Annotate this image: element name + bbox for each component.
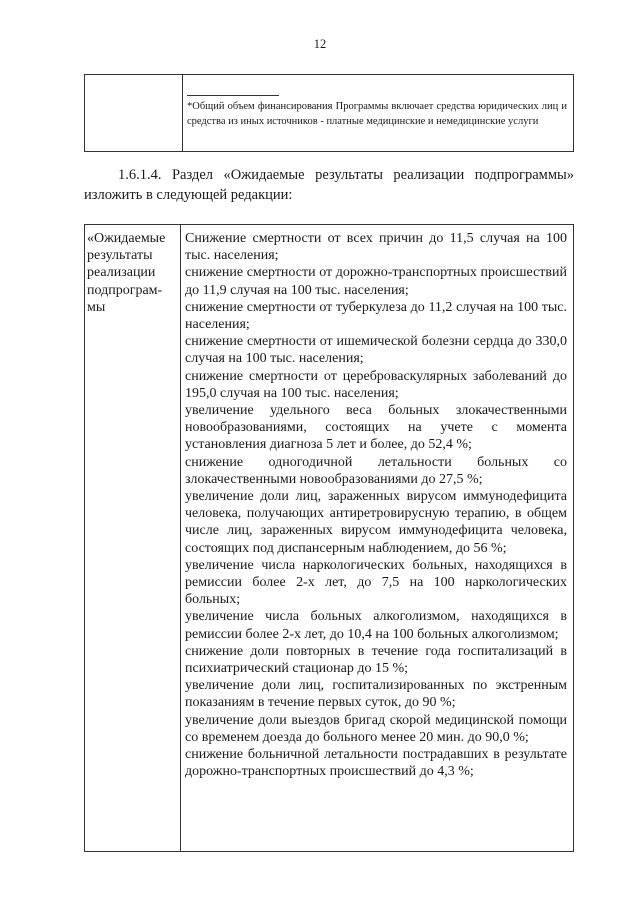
- footnote-table: [84, 74, 574, 152]
- result-item: снижение больничной летальности пострадавших в результате дорожно-транспортных происшествий до 4,3 %;: [185, 747, 567, 780]
- label-line: мы: [87, 299, 106, 315]
- footnote-table-right-cell: [183, 75, 573, 151]
- result-item: увеличение удельного веса больных злокачественными новообразованиями, состоящих на учете с момента установления диагноза 5 лет и более, до 52,4 %;: [185, 403, 567, 453]
- result-item: увеличение числа наркологических больных, находящихся в ремиссии более 2-х лет, до 7,5 на 100 наркологических больных;: [185, 557, 567, 608]
- result-item: снижение смертности от дорожно-транспортных происшествий до 11,9 случая на 100 тыс. населения;: [185, 265, 567, 298]
- result-item: увеличение доли выездов бригад скорой медицинской помощи со временем доезда до больного менее 20 мин. до 90,0 %;: [185, 712, 567, 745]
- footnote-separator: [187, 95, 279, 96]
- page-number: 12: [313, 37, 327, 51]
- label-line: реализации: [87, 265, 156, 281]
- result-item: снижение доли повторных в течение года госпитализаций в психиатрический стационар до 15 %;: [185, 643, 567, 677]
- label-line: подпрограм-: [87, 282, 163, 298]
- result-item: снижение смертности от цереброваскулярных заболеваний до 195,0 случая на 100 тыс. населения;: [185, 368, 567, 401]
- result-item: увеличение доли лиц, зараженных вирусом иммунодефицита человека, получающих антиретровирусную терапию, в общем числе лиц, зараженных вирусом иммунодефицита человека, состоящих под диспансерным наблюдением, до 56 %;: [185, 489, 567, 556]
- result-item: увеличение числа больных алкоголизмом, находящихся в ремиссии более 2-х лет, до 10,4 на 100 больных алкоголизмом;: [185, 609, 567, 642]
- footnote-text: *Общий объем финансирования Программы включает средства юридических лиц и средства из иных источников - платные медицинские и немедицинские услуги: [187, 101, 567, 127]
- expected-results-label-cell: [85, 225, 181, 851]
- amendment-paragraph: 1.6.1.4. Раздел «Ожидаемые результаты реализации подпрограммы» изложить в следующей редакции:: [84, 167, 574, 203]
- expected-results-content-cell: [181, 225, 573, 851]
- label-line: результаты: [87, 248, 153, 264]
- result-item: увеличение доли лиц, госпитализированных по экстренным показаниям в течение первых суток, до 90 %;: [185, 678, 567, 711]
- result-item: снижение смертности от туберкулеза до 11,2 случая на 100 тыс. населения;: [185, 299, 567, 333]
- expected-results-table: [84, 224, 574, 852]
- label-line: «Ожидаемые: [87, 231, 166, 246]
- result-item: снижение смертности от ишемической болезни сердца до 330,0 случая на 100 тыс. населения;: [185, 334, 567, 367]
- footnote-table-left-cell: [85, 75, 183, 151]
- result-item: снижение одногодичной летальности больных со злокачественными новообразованиями до 27,5 %;: [185, 454, 567, 487]
- result-item: Снижение смертности от всех причин до 11,5 случая на 100 тыс. населения;: [185, 231, 567, 264]
